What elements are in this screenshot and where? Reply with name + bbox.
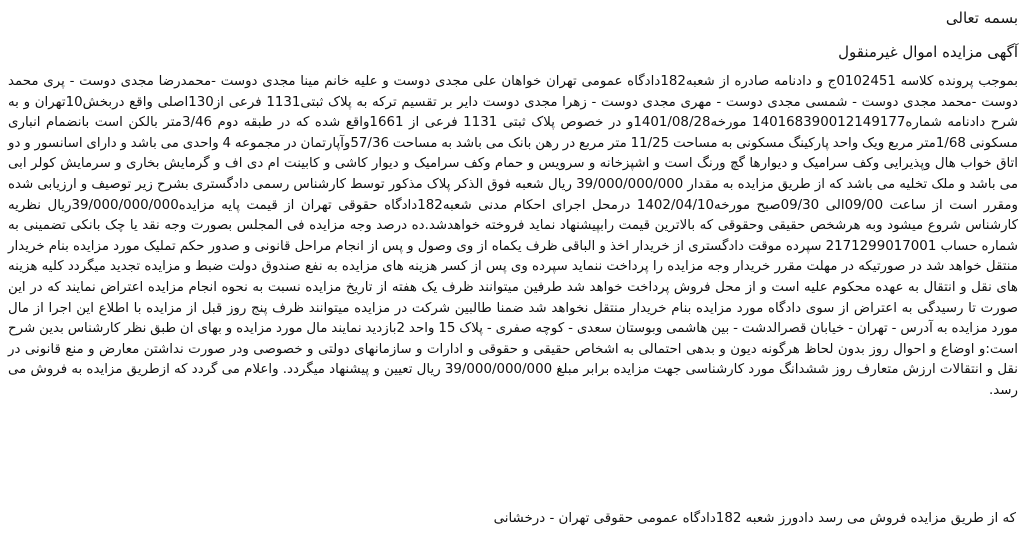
notice-footer-line: که از طریق مزایده فروش می رسد دادورز شعبه 182دادگاه عمومی حقوقی تهران - درخشانی	[493, 511, 1016, 526]
notice-body-text: بموجب پرونده کلاسه 0102451ج و دادنامه صادره از شعبه182دادگاه عمومی تهران خواهان علی مجدی دوست و علیه خانم مینا مجدی دوست -محمدرضا مجدی دوست - پری محمد دوست -محمد مجدی دوست - شمسی مجدی دوست - مهری مجدی دوست - زهرا مجدی دوست دایر بر تقسیم ترکه به پلاک ثبتی1131 فرعی از130اصلی واقع دربخش10تهران و به شرح دادنامه شماره140168390012149177 مورخه1401/08/28و در خصوص پلاک ثبتی 1131 فرعی از 1661واقع شده که در طبقه دوم 3/46متر بالکن است بانضمام انباری مسکونی 1/68متر مربع ویک واحد پارکینگ مسکونی به مساحت 11/25 متر مربع در رهن بانک می باشد به مساحت 57/36وآپارتمان در مجموعه 4 واحدی می باشد و دارای اسانسور و دو اتاق خواب هال وپذیرایی وکف سرامیک و دیوارها گچ ورنگ است و اشپزخانه و سرویس و حمام وکف سرامیک و دیوار کاشی و کابینت ام دی اف و گرمایش بخاری و سرمایش کولر ابی می باشد و ملک تخلیه می باشد که از طریق مزایده به مقدار 39/000/000/000 ریال شعبه فوق الذکر پلاک مذکور توسط کارشناس رسمی دادگستری بشرح زیر توصیف و ارزیابی شده ومقرر است از ساعت 09/00الی 09/30صبح مورخه1402/04/10 درمحل اجرای احکام مدنی شعبه182دادگاه حقوقی تهران از قیمت پایه مزایده39/000/000/000ریال نظریه کارشناس شروع میشود وبه هرشخص حقیقی وحقوقی که بالاترین قیمت رابپیشنهاد نماید فروخته خواهدشد.ده درصد وجه مزایده فی المجلس بصورت وجه نقد یا چک بانکی تضمینی به شماره حساب 2171299017001 سپرده موقت دادگستری از خریدار اخذ و الباقی ظرف یکماه از وی وصول و پس از انجام مراحل قانونی و صدور حکم تملیک مورد مزایده بنام خریدار منتقل خواهد شد در صورتیکه در مهلت مقرر خریدار وجه مزایده را پرداخت ننماید سپرده وی پس از کسر هزینه های مزایده به نفع صندوق دولت ضبط و مزایده تجدید میگردد کلیه هزینه های نقل و انتقال به عهده محکوم علیه است و از محل فروش پرداخت خواهد شد طرفین میتوانند ظرف یک هفته از تاریخ مزایده نسبت به نحوه انجام مزایده اعتراض نمایند که در این صورت تا رسیدگی به اعتراض از سوی دادگاه مورد مزایده بنام خریدار منتقل نخواهد شد ضمنا طالبین شرکت در مزایده میتوانند ظرف پنج روز قبل از مزایده با اطلاع این اجرا از مال مورد مزایده به آدرس - تهران - خیابان قصرالدشت - بین هاشمی وبوستان سعدی - کوچه صفری - پلاک 15 واحد 2بازدید نمایند مال مورد مزایده و بهای ان طبق نظر کارشناس بدین شرح است:و اوضاع و احوال روز بدون لحاظ هرگونه دیون و بدهی احتمالی به اشخاص حقیقی و حقوقی و ادارات و سازمانهای دولتی و خصوصی ودر صورت نداشتن معارض و منع قانونی در نقل و انتقالات ارزش متعارف روز ششدانگ مورد کارشناسی جهت مزایده برابر مبلغ 39/000/000/000 ریال تعیین و پیشنهاد میگردد. واعلام می گردد که ازطریق مزایده به فروش می رسد.	[8, 74, 1019, 398]
basmala-heading: بسمه تعالی	[945, 9, 1018, 27]
notice-title: آگهی مزایده اموال غیرمنقول	[838, 43, 1018, 61]
